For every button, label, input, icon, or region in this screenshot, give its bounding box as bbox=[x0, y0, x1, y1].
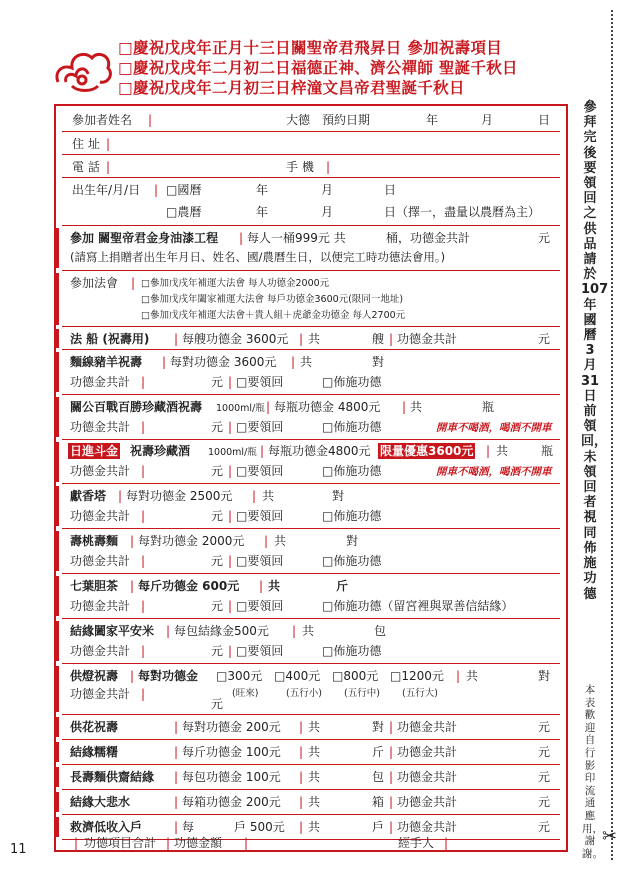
longnoodle-total: 功德金共計 bbox=[397, 770, 458, 784]
noodle-return-checkbox[interactable]: □要領回 bbox=[236, 375, 284, 389]
year-label: 年 bbox=[426, 113, 439, 127]
noodle-yuan: 元 bbox=[211, 375, 224, 389]
wine1-unit: 瓶 bbox=[482, 400, 495, 414]
incense-return-checkbox[interactable]: □要領回 bbox=[236, 509, 284, 523]
day-label: 日 bbox=[538, 113, 551, 127]
rice-donate-checkbox[interactable]: □佈施功德 bbox=[322, 644, 382, 658]
lamp-price: 每對功德金 bbox=[138, 669, 199, 683]
peach-price: 每對功德金 2000元 bbox=[138, 534, 245, 548]
month-label: 月 bbox=[481, 113, 494, 127]
wine2-donate-checkbox[interactable]: □佈施功德 bbox=[322, 464, 382, 478]
relief-price: 戶 500元 bbox=[234, 820, 285, 834]
noodle-price: 每對功德金 3600元 bbox=[170, 355, 277, 369]
lamp-sub-1: (旺來) bbox=[232, 688, 259, 699]
rice-return-checkbox[interactable]: □要領回 bbox=[236, 644, 284, 658]
relief-price-prefix: 每 bbox=[182, 820, 195, 834]
incense-total: 功德金共計 bbox=[70, 509, 131, 523]
longnoodle-title: 長壽麵供齋結緣 bbox=[70, 770, 155, 784]
summary-items-label: 功德項目合計 bbox=[84, 836, 157, 850]
lunar-day: 日（擇一，盡量以農曆為主） bbox=[384, 205, 541, 219]
peach-qty: 共 bbox=[274, 534, 287, 548]
solar-checkbox[interactable]: □國曆 bbox=[166, 183, 202, 197]
phone-label: 電 話 bbox=[72, 160, 100, 174]
peach-yuan: 元 bbox=[211, 554, 224, 568]
tea-donate-checkbox[interactable]: □佈施功德（留宮裡與眾善信結緣） bbox=[322, 599, 514, 613]
lamp-total: 功德金共計 bbox=[70, 687, 131, 701]
ricecake-title: 結緣糯糬 bbox=[70, 745, 119, 759]
wine1-return-checkbox[interactable]: □要領回 bbox=[236, 420, 284, 434]
registration-form: 參加者姓名 | 大德 預約日期 年 月 日 住 址 | 電 話 | 手 機 | 出生年/月/日 | □國曆 年 月 日 □農曆 年 月 日（擇一，盡量以農曆為主） 參加 關聖帝君金身油漆工程 | 每人一桶999元 共 桶，功德金共計 元 (請寫上捐贈者出生年月日、姓名、國/農曆生日，以便完工時功德法會用。) 參加法會 | □參加戊戌年補運大法會 每人功德金2000元 □參加戊戌年闔家補運大法會 每戶功德金3600元(限同一地址) □參加戊戌年補運大法會＋貴人組＋虎爺金功德金 每人2700元 法 船 (祝壽用) | 每艘功德金 3600元 | 共 艘 | 功德金共計 元 麵線豬羊祝壽 | 每對功德金 3600元 | 共 對 功德金共計 | 元 | □要領回 □佈施功德 關公百戰百勝珍藏酒祝壽 1000ml/瓶 | 每瓶功德金 4800元 | 共 瓶 功德金共計 | 元 | □要領回 □佈施功德 開車不喝酒，喝酒不開車 日進斗金 祝壽珍藏酒 1000ml/瓶 | 每瓶功德金4800元 限量優惠3600元 | 共 瓶 功德金共計 | 元 | □要領回 □佈施功德 開車不喝酒，喝酒不開車 獻香塔 | 每對功德金 2500元 | 共 對 功德金共計 | 元 | □要領回 □佈施功德 壽桃壽麵 | 每對功德金 2000元 | 共 對 功德金共計 | 元 | □要領回 □佈施功德 七葉胆茶 | 每斤功德金 600元 | 共 斤 功德金共計 | 元 | □要領回 □佈施功德（留宮裡與眾善信結緣） 結緣闔家平安米 | 每包結緣金500元 | 共 包 功德金共計 | 元 | □要領回 □佈施功德 供燈祝壽 | 每對功德金 □300元 □400元 □800元 □1200元 | 共 對 功德金共計 | (旺來) (五行小) (五行中) (五行大) 元 供花祝壽 | 每對功德金 200元 | 共 對 | 功德金共計 元 結緣糯糬 | 每斤功德金 100元 | 共 斤 | 功德金共計 元 長壽麵供齋結緣 | 每包功德金 100元 | 共 包 | 功德金共計 元 結緣大悲水 | 每箱功德金 200元 | 共 箱 | 功德金共計 元 救濟低收入戶 | 每 戶 500元 | 共 戶 | 功德金共計 元 | 功德項目合計 | 功德金額 | 經手人 | bbox=[54, 104, 568, 852]
longnoodle-unit: 包 bbox=[372, 770, 385, 784]
wine2-title: 祝壽珍藏酒 bbox=[130, 444, 191, 458]
noodle-total: 功德金共計 bbox=[70, 375, 131, 389]
rice-unit: 包 bbox=[374, 624, 387, 638]
relief-unit: 戶 bbox=[372, 820, 385, 834]
water-qty: 共 bbox=[308, 795, 321, 809]
tea-return-checkbox[interactable]: □要領回 bbox=[236, 599, 284, 613]
lunar-month: 月 bbox=[321, 205, 334, 219]
header-line-3: □慶祝戊戌年二月初三日梓潼文昌帝君聖誕千秋日 bbox=[118, 79, 465, 97]
rice-price: 每包結緣金500元 bbox=[174, 624, 269, 638]
lamp-option-400[interactable]: □400元 bbox=[274, 669, 321, 683]
wine2-warning: 開車不喝酒，喝酒不開車 bbox=[436, 466, 552, 478]
lamp-option-800[interactable]: □800元 bbox=[332, 669, 379, 683]
longnoodle-price: 每包功德金 100元 bbox=[182, 770, 281, 784]
scissors-icon: ✂ bbox=[602, 826, 618, 847]
flower-yuan: 元 bbox=[538, 720, 551, 734]
lunar-checkbox[interactable]: □農曆 bbox=[166, 205, 202, 219]
oil-yuan: 元 bbox=[538, 231, 551, 245]
ricecake-unit: 斤 bbox=[372, 745, 385, 759]
header-title bbox=[118, 38, 568, 98]
tea-title: 七葉胆茶 bbox=[70, 579, 119, 593]
tea-unit: 斤 bbox=[336, 579, 349, 593]
tea-qty: 共 bbox=[268, 579, 281, 593]
wine1-price: 每瓶功德金 4800元 bbox=[274, 400, 381, 414]
fahui-option-2[interactable]: □參加戊戌年闔家補運大法會 每戶功德金3600元(限同一地址) bbox=[141, 294, 404, 305]
peach-title: 壽桃壽麵 bbox=[70, 534, 119, 548]
ricecake-qty: 共 bbox=[308, 745, 321, 759]
rice-total: 功德金共計 bbox=[70, 644, 131, 658]
flower-total: 功德金共計 bbox=[397, 720, 458, 734]
oil-price: 每人一桶999元 共 bbox=[247, 231, 346, 245]
water-price: 每箱功德金 200元 bbox=[182, 795, 281, 809]
solar-day: 日 bbox=[384, 183, 397, 197]
water-title: 結緣大悲水 bbox=[70, 795, 131, 809]
lamp-unit: 對 bbox=[538, 669, 551, 683]
water-total: 功德金共計 bbox=[397, 795, 458, 809]
page-number: 11 bbox=[10, 842, 27, 857]
lamp-sub-2: (五行小) bbox=[286, 688, 322, 699]
wine2-return-checkbox[interactable]: □要領回 bbox=[236, 464, 284, 478]
wine1-warning: 開車不喝酒，喝酒不開車 bbox=[436, 422, 552, 434]
rice-qty: 共 bbox=[302, 624, 315, 638]
header-line-2: □慶祝戊戌年二月初二日福德正神、濟公禪師 聖誕千秋日 bbox=[118, 59, 518, 77]
wine2-promo: 限量優惠3600元 bbox=[380, 444, 474, 458]
incense-unit: 對 bbox=[332, 489, 345, 503]
tea-price: 每斤功德金 600元 bbox=[138, 579, 240, 593]
address-label: 住 址 bbox=[72, 137, 100, 151]
wine2-qty: 共 bbox=[496, 444, 509, 458]
name-label: 參加者姓名 bbox=[72, 113, 133, 127]
wine1-total: 功德金共計 bbox=[70, 420, 131, 434]
noodle-qty: 共 bbox=[300, 355, 313, 369]
relief-qty: 共 bbox=[308, 820, 321, 834]
relief-total: 功德金共計 bbox=[397, 820, 458, 834]
boat-price: 每艘功德金 3600元 bbox=[182, 332, 289, 346]
booking-date-label: 大德 預約日期 bbox=[286, 113, 371, 127]
lamp-yuan: 元 bbox=[211, 697, 224, 711]
oil-note: (請寫上捐贈者出生年月日、姓名、國/農曆生日，以便完工時功德法會用。) bbox=[70, 250, 446, 264]
incense-qty: 共 bbox=[262, 489, 275, 503]
oil-unit: 桶，功德金共計 bbox=[386, 231, 471, 245]
wine2-total: 功德金共計 bbox=[70, 464, 131, 478]
boat-total: 功德金共計 bbox=[397, 332, 458, 346]
incense-title: 獻香塔 bbox=[70, 489, 107, 503]
fahui-title: 參加法會 bbox=[70, 276, 119, 290]
flower-title: 供花祝壽 bbox=[70, 720, 119, 734]
oil-title: 參加 關聖帝君金身油漆工程 bbox=[70, 231, 219, 245]
wine1-title: 關公百戰百勝珍藏酒祝壽 bbox=[70, 400, 203, 414]
solar-month: 月 bbox=[321, 183, 334, 197]
boat-yuan: 元 bbox=[538, 332, 551, 346]
lamp-title: 供燈祝壽 bbox=[70, 669, 119, 683]
cloud-logo-icon bbox=[52, 42, 114, 98]
boat-qty: 共 bbox=[308, 332, 321, 346]
lamp-sub-4: (五行大) bbox=[402, 688, 438, 699]
peach-unit: 對 bbox=[346, 534, 359, 548]
header-line-1: □慶祝戊戌年正月十三日關聖帝君飛昇日 參加祝壽項目 bbox=[118, 39, 503, 57]
fahui-option-1[interactable]: □參加戊戌年補運大法會 每人功德金2000元 bbox=[141, 278, 330, 289]
longnoodle-qty: 共 bbox=[308, 770, 321, 784]
birthday-label: 出生年/月/日 bbox=[72, 183, 141, 197]
lunar-year: 年 bbox=[256, 205, 269, 219]
wine2-unit: 瓶 bbox=[541, 444, 554, 458]
boat-unit: 艘 bbox=[372, 332, 385, 346]
wine1-yuan: 元 bbox=[211, 420, 224, 434]
lamp-option-1200[interactable]: □1200元 bbox=[390, 669, 444, 683]
rice-yuan: 元 bbox=[211, 644, 224, 658]
side-note: 參拜完後要領回之供品請於107年國曆3月31日前領回，未領回者視同佈施功德 bbox=[581, 100, 609, 602]
side-note-copy: 本表歡迎自行影印流通應用，謝謝。 bbox=[582, 684, 603, 860]
flower-price: 每對功德金 200元 bbox=[182, 720, 281, 734]
wine2-size: 1000ml/瓶 bbox=[208, 447, 257, 458]
summary-amount-label: 功德金額 bbox=[174, 836, 223, 850]
noodle-unit: 對 bbox=[372, 355, 385, 369]
relief-title: 救濟低收入戶 bbox=[70, 820, 143, 834]
longnoodle-yuan: 元 bbox=[538, 770, 551, 784]
wine2-yuan: 元 bbox=[211, 464, 224, 478]
lamp-sub-3: (五行中) bbox=[344, 688, 380, 699]
wine1-size: 1000ml/瓶 bbox=[216, 403, 265, 414]
incense-donate-checkbox[interactable]: □佈施功德 bbox=[322, 509, 382, 523]
wine2-price: 每瓶功德金4800元 bbox=[268, 444, 371, 458]
ricecake-yuan: 元 bbox=[538, 745, 551, 759]
wine2-tag: 日進斗金 bbox=[70, 444, 119, 458]
ricecake-price: 每斤功德金 100元 bbox=[182, 745, 281, 759]
peach-total: 功德金共計 bbox=[70, 554, 131, 568]
peach-return-checkbox[interactable]: □要領回 bbox=[236, 554, 284, 568]
incense-yuan: 元 bbox=[211, 509, 224, 523]
flower-qty: 共 bbox=[308, 720, 321, 734]
fahui-option-3[interactable]: □參加戊戌年補運大法會＋貴人組＋虎爺金功德金 每人2700元 bbox=[141, 310, 406, 321]
noodle-donate-checkbox[interactable]: □佈施功德 bbox=[322, 375, 382, 389]
tea-total: 功德金共計 bbox=[70, 599, 131, 613]
boat-title: 法 船 (祝壽用) bbox=[70, 332, 150, 346]
lamp-qty: 共 bbox=[466, 669, 479, 683]
water-yuan: 元 bbox=[538, 795, 551, 809]
wine1-qty: 共 bbox=[410, 400, 423, 414]
lamp-option-300[interactable]: □300元 bbox=[216, 669, 263, 683]
noodle-title: 麵線豬羊祝壽 bbox=[70, 355, 143, 369]
solar-year: 年 bbox=[256, 183, 269, 197]
tea-yuan: 元 bbox=[211, 599, 224, 613]
cut-line bbox=[611, 10, 613, 860]
incense-price: 每對功德金 2500元 bbox=[126, 489, 233, 503]
relief-yuan: 元 bbox=[538, 820, 551, 834]
peach-donate-checkbox[interactable]: □佈施功德 bbox=[322, 554, 382, 568]
water-unit: 箱 bbox=[372, 795, 385, 809]
ricecake-total: 功德金共計 bbox=[397, 745, 458, 759]
wine1-donate-checkbox[interactable]: □佈施功德 bbox=[322, 420, 382, 434]
rice-title: 結緣闔家平安米 bbox=[70, 624, 155, 638]
mobile-label: 手 機 bbox=[286, 160, 314, 174]
flower-unit: 對 bbox=[372, 720, 385, 734]
handler-label: 經手人 bbox=[398, 836, 435, 850]
